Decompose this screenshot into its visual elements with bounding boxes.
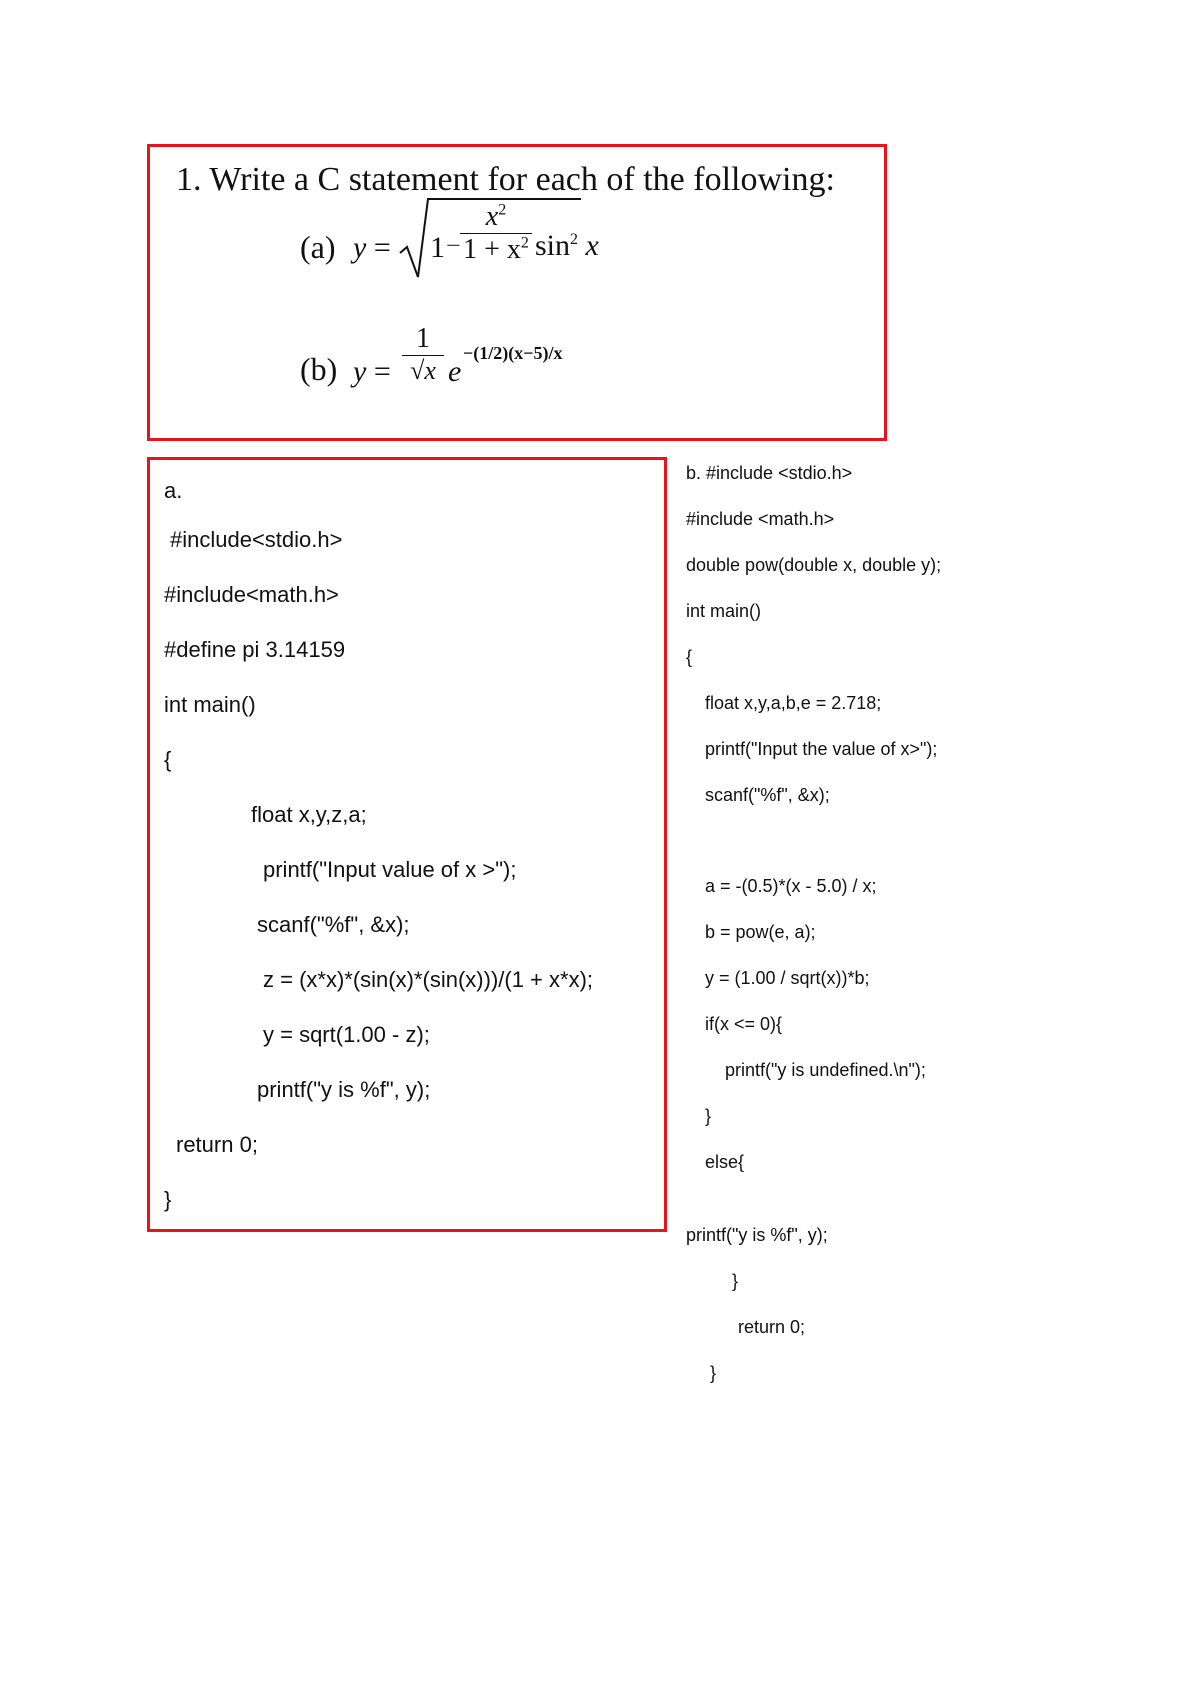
code-line: double pow(double x, double y);: [686, 555, 942, 575]
code-line: #define pi 3.14159: [164, 637, 346, 662]
formula-a-fraction: [460, 201, 532, 266]
formula-a-one: 1: [430, 231, 445, 264]
code-line: b = pow(e, a);: [705, 922, 816, 942]
answer-a-box: [147, 457, 667, 1232]
code-line: printf("y is %f", y);: [686, 1225, 828, 1245]
answer-b-label: b. #include <stdio.h>: [686, 463, 853, 483]
formula-a-numerator: $x^2$: [485, 201, 507, 232]
code-line: }: [705, 1106, 712, 1126]
code-line: #include<stdio.h>: [170, 527, 343, 552]
formula-a-denominator: $1 + x^2$: [463, 234, 529, 265]
code-line: z = (x*x)*(sin(x)*(sin(x)))/(1 + x*x);: [263, 967, 594, 992]
code-line: float x,y,a,b,e = 2.718;: [705, 693, 882, 713]
answer-a-label: a.: [164, 478, 183, 503]
formula-b-e: e: [448, 355, 462, 388]
code-line: scanf("%f", &x);: [257, 912, 410, 937]
code-line: printf("Input the value of x>");: [705, 739, 938, 759]
code-line: y = sqrt(1.00 - z);: [263, 1022, 430, 1047]
code-line: return 0;: [176, 1132, 258, 1157]
formula-b-numerator: 1: [416, 323, 430, 354]
code-line: #include<math.h>: [164, 582, 339, 607]
formula-b-exponent: −(1/2)(x−5)/x: [463, 343, 563, 363]
formula-b-denominator: √x: [410, 356, 436, 385]
code-line: }: [710, 1363, 717, 1383]
formula-a-minus: −: [446, 231, 461, 260]
problem-box: [147, 144, 887, 441]
code-line: }: [732, 1271, 739, 1291]
code-line: a = -(0.5)*(x - 5.0) / x;: [705, 876, 877, 896]
formula-b-fraction: [402, 323, 444, 386]
code-line: printf("y is %f", y);: [257, 1077, 431, 1102]
code-line: float x,y,z,a;: [251, 802, 367, 827]
code-line: }: [164, 1187, 172, 1212]
code-line: else{: [705, 1152, 745, 1172]
formula-a-label: (a): [300, 229, 336, 265]
code-line: return 0;: [738, 1317, 806, 1337]
code-line: printf("Input value of x >");: [263, 857, 517, 882]
code-line: printf("y is undefined.\n");: [725, 1060, 926, 1080]
code-line: int main(): [686, 601, 762, 621]
code-line: int main(): [164, 692, 256, 717]
formula-b-lhs: y =: [353, 355, 391, 388]
formula-b-label: (b): [300, 351, 338, 387]
formula-a-sin: $\sin^2 x$: [535, 229, 599, 262]
code-line: {: [686, 647, 693, 667]
code-line: #include <math.h>: [686, 509, 835, 529]
code-line: scanf("%f", &x);: [705, 785, 830, 805]
code-line: {: [164, 747, 172, 772]
problem-heading: 1. Write a C statement for each of the following:: [176, 161, 835, 198]
code-line: y = (1.00 / sqrt(x))*b;: [705, 968, 870, 988]
code-line: if(x <= 0){: [705, 1014, 783, 1034]
formula-a-lhs: y =: [353, 231, 391, 264]
